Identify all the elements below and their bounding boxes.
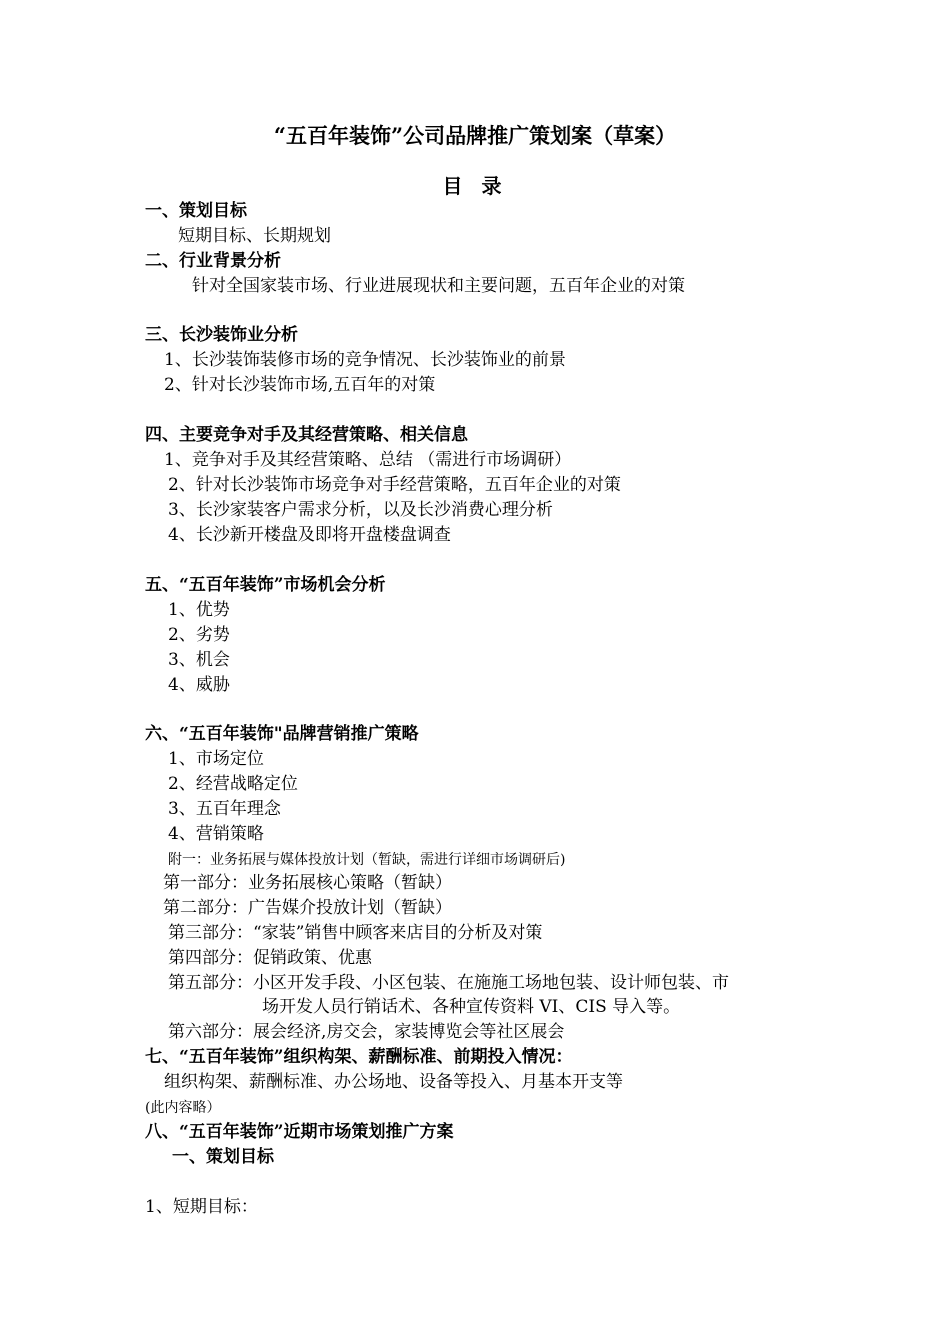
toc-heading: 目 录: [442, 174, 508, 198]
section-6-part: 第五部分：小区开发手段、小区包装、在施施工场地包装、设计师包装、市: [168, 973, 729, 993]
section-1-heading: 一、策划目标: [145, 201, 247, 221]
section-8-subheading: 一、策划目标: [172, 1147, 274, 1167]
section-3-heading: 三、长沙装饰业分析: [145, 325, 298, 345]
section-8-heading: 八、“五百年装饰”近期市场策划推广方案: [145, 1122, 454, 1142]
section-2-heading: 二、行业背景分析: [145, 251, 281, 271]
section-6-appendix: 附一：业务拓展与媒体投放计划（暂缺，需进行详细市场调研后): [168, 852, 566, 868]
section-1-line: 短期目标、长期规划: [178, 226, 331, 246]
section-6-part: 第四部分：促销政策、优惠: [168, 948, 372, 968]
section-7-heading: 七、“五百年装饰”组织构架、薪酬标准、前期投入情况：: [145, 1047, 573, 1067]
section-4-heading: 四、主要竞争对手及其经营策略、相关信息: [145, 425, 468, 445]
section-6-part-continued: 场开发人员行销话术、各种宣传资料 VI、CIS 导入等。: [262, 997, 681, 1017]
section-2-line: 针对全国家装市场、行业进展现状和主要问题，五百年企业的对策: [192, 276, 685, 296]
section-5-line: 3、机会: [168, 650, 230, 670]
section-8-item: 1、短期目标：: [145, 1197, 258, 1217]
section-6-part: 第一部分：业务拓展核心策略（暂缺）: [163, 873, 452, 893]
section-5-line: 2、劣势: [168, 625, 230, 645]
section-7-note: (此内容略）: [145, 1100, 221, 1116]
section-6-line: 1、市场定位: [168, 749, 264, 769]
section-4-line: 2、针对长沙装饰市场竞争对手经营策略，五百年企业的对策: [168, 475, 621, 495]
section-4-line: 4、长沙新开楼盘及即将开盘楼盘调查: [168, 525, 451, 545]
section-5-heading: 五、“五百年装饰”市场机会分析: [145, 575, 386, 595]
section-6-part: 第三部分：“家装”销售中顾客来店目的分析及对策: [168, 923, 543, 943]
section-7-line: 组织构架、薪酬标准、办公场地、设备等投入、月基本开支等: [164, 1072, 623, 1092]
section-5-line: 1、优势: [168, 600, 230, 620]
section-3-line: 1、长沙装饰装修市场的竞争情况、长沙装饰业的前景: [164, 350, 566, 370]
section-6-heading: 六、“五百年装饰"品牌营销推广策略: [145, 724, 419, 744]
section-6-part: 第二部分：广告媒介投放计划（暂缺）: [163, 898, 452, 918]
section-3-line: 2、针对长沙装饰市场,五百年的对策: [164, 375, 436, 395]
document-title: “五百年装饰”公司品牌推广策划案（草案）: [273, 123, 677, 148]
section-6-line: 4、营销策略: [168, 824, 264, 844]
section-6-line: 2、经营战略定位: [168, 774, 298, 794]
section-6-part: 第六部分：展会经济,房交会，家装博览会等社区展会: [168, 1022, 565, 1042]
section-4-line: 1、竞争对手及其经营策略、总结 （需进行市场调研）: [164, 450, 572, 470]
section-6-line: 3、五百年理念: [168, 799, 281, 819]
section-5-line: 4、威胁: [168, 675, 230, 695]
section-4-line: 3、长沙家装客户需求分析，以及长沙消费心理分析: [168, 500, 553, 520]
